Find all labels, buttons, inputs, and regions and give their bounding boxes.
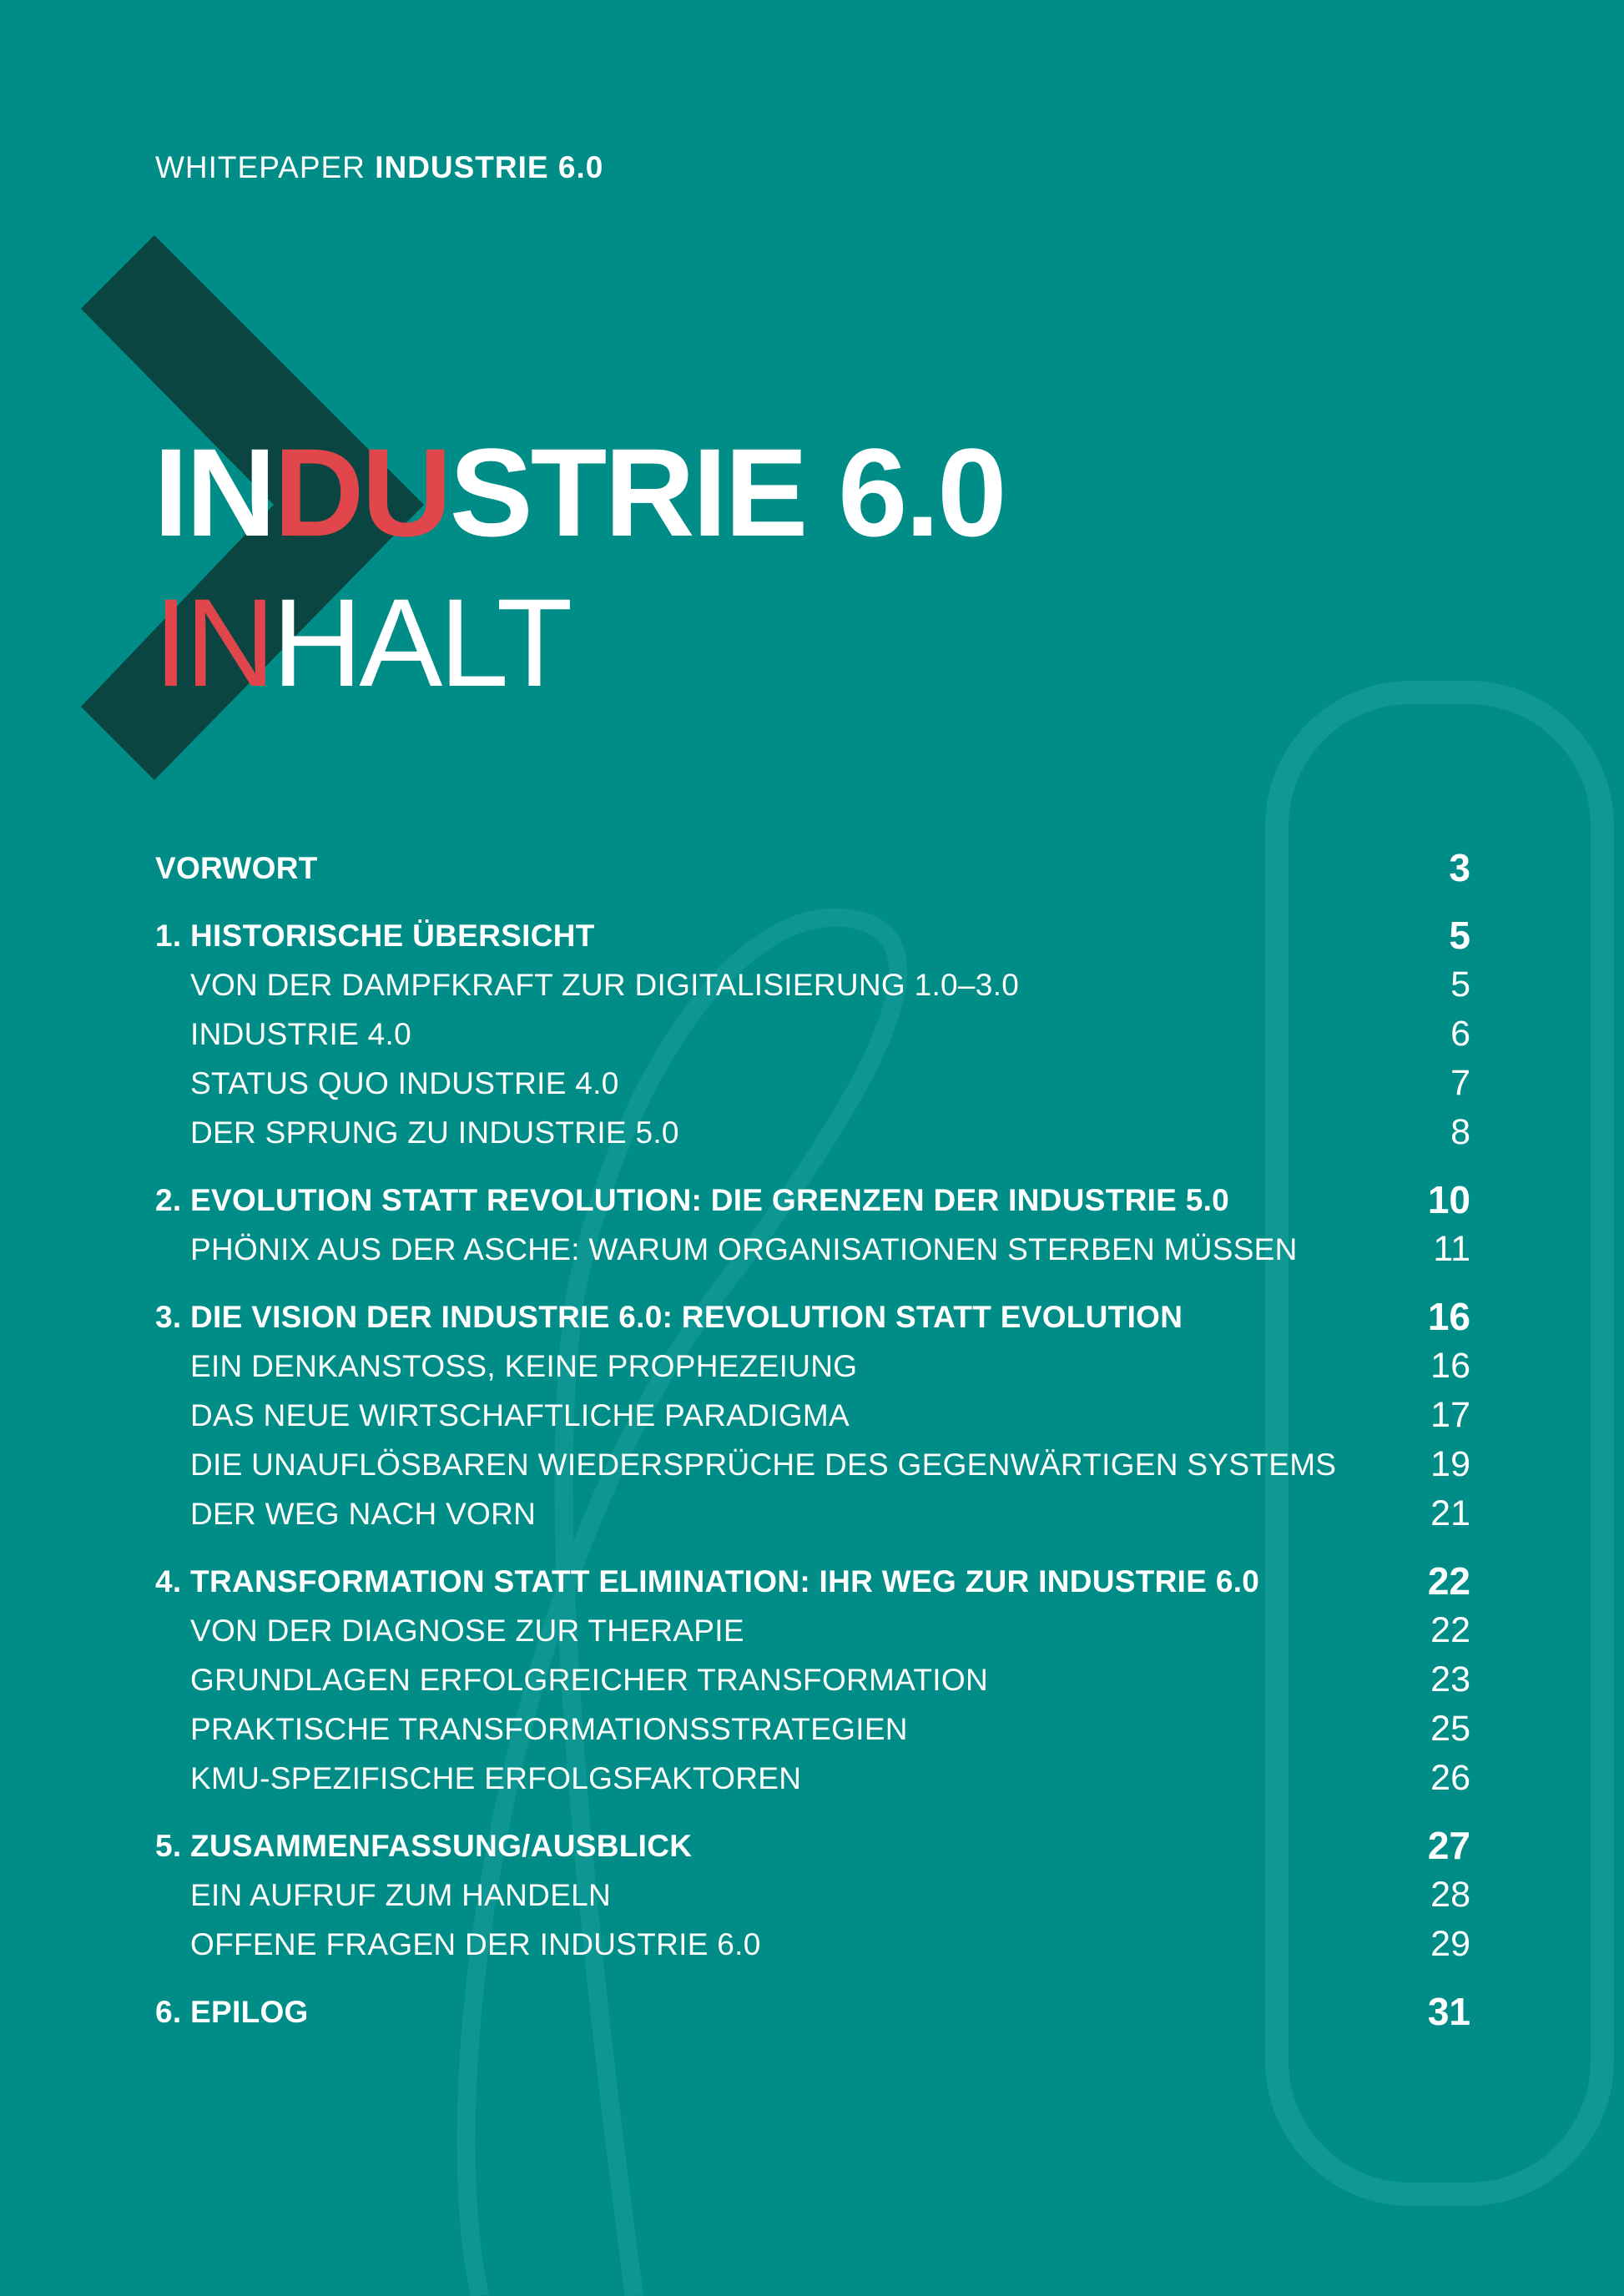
toc-entry-page: 21	[1430, 1493, 1470, 1533]
toc-entry-page: 25	[1430, 1709, 1470, 1749]
toc-entry-chapter-1[interactable]	[155, 911, 1470, 960]
toc-entry-chapter-5[interactable]	[155, 1821, 1470, 1871]
toc-entry-chapter-6[interactable]	[155, 1987, 1470, 2037]
toc-entry-3-4[interactable]	[155, 1489, 1470, 1538]
toc-entry-title: VORWORT	[155, 851, 318, 885]
toc-entry-page: 7	[1450, 1063, 1470, 1103]
toc-entry-title: PRAKTISCHE TRANSFORMATIONSSTRATEGIEN	[190, 1712, 908, 1746]
toc-entry-title: 3. DIE VISION DER INDUSTRIE 6.0: REVOLUTION STATT EVOLUTION	[155, 1300, 1183, 1334]
toc-entry-2-1[interactable]	[155, 1225, 1470, 1274]
toc-entry-page: 29	[1430, 1924, 1470, 1964]
toc-entry-vorwort[interactable]	[155, 843, 1470, 893]
toc-entry-page: 23	[1430, 1659, 1470, 1699]
toc-entry-title: STATUS QUO INDUSTRIE 4.0	[190, 1066, 619, 1100]
toc-entry-3-1[interactable]	[155, 1342, 1470, 1391]
toc-entry-page: 11	[1433, 1229, 1470, 1269]
toc-entry-1-4[interactable]	[155, 1108, 1470, 1157]
toc-entry-4-3[interactable]	[155, 1704, 1470, 1754]
toc-entry-page: 3	[1449, 846, 1470, 889]
kicker-bold: INDUSTRIE 6.0	[375, 150, 604, 184]
toc-entry-page: 28	[1430, 1875, 1470, 1915]
toc-entry-page: 27	[1427, 1824, 1470, 1867]
title-part-b: DU	[274, 422, 450, 562]
subtitle-part-a: IN	[154, 572, 272, 712]
toc-entry-title: EIN DENKANSTOSS, KEINE PROPHEZEIUNG	[190, 1349, 858, 1383]
toc-entry-title: DIE UNAUFLÖSBAREN WIEDERSPRÜCHE DES GEGENWÄRTIGEN SYSTEMS	[190, 1448, 1337, 1482]
toc-entry-title: KMU-SPEZIFISCHE ERFOLGSFAKTOREN	[190, 1761, 802, 1795]
toc-entry-title: 1. HISTORISCHE ÜBERSICHT	[155, 919, 595, 953]
subtitle-part-b: HALT	[272, 572, 570, 712]
toc-entry-page: 22	[1430, 1610, 1470, 1650]
toc-entry-title: DAS NEUE WIRTSCHAFTLICHE PARADIGMA	[190, 1398, 850, 1432]
toc-entry-page: 10	[1427, 1178, 1470, 1221]
toc-entry-page: 17	[1430, 1395, 1470, 1435]
toc-entry-page: 5	[1449, 914, 1470, 957]
toc-entry-5-2[interactable]	[155, 1920, 1470, 1969]
document-kicker	[155, 150, 603, 185]
title-part-c: STRIE 6.0	[449, 422, 1005, 562]
toc-entry-title: 5. ZUSAMMENFASSUNG/AUSBLICK	[155, 1829, 693, 1863]
toc-entry-chapter-3[interactable]	[155, 1292, 1470, 1342]
toc-entry-page: 26	[1430, 1758, 1470, 1798]
toc-entry-page: 8	[1450, 1112, 1470, 1152]
toc-entry-page: 16	[1427, 1295, 1470, 1338]
toc-entry-title: INDUSTRIE 4.0	[190, 1017, 412, 1051]
toc-entry-title: VON DER DIAGNOSE ZUR THERAPIE	[190, 1614, 744, 1648]
toc-entry-title: VON DER DAMPFKRAFT ZUR DIGITALISIERUNG 1.0–3.0	[190, 968, 1020, 1002]
toc-entry-title: DER WEG NACH VORN	[190, 1497, 537, 1531]
toc-entry-1-2[interactable]	[155, 1010, 1470, 1059]
toc-entry-4-2[interactable]	[155, 1655, 1470, 1704]
toc-entry-page: 22	[1427, 1559, 1470, 1603]
toc-entry-chapter-4[interactable]	[155, 1557, 1470, 1606]
title-part-a: IN	[154, 422, 274, 562]
toc-entry-3-3[interactable]	[155, 1440, 1470, 1489]
toc-entry-4-4[interactable]	[155, 1754, 1470, 1803]
toc-entry-title: PHÖNIX AUS DER ASCHE: WARUM ORGANISATIONEN STERBEN MÜSSEN	[190, 1232, 1298, 1266]
page-title	[154, 422, 1005, 562]
kicker-light: WHITEPAPER	[155, 150, 366, 184]
toc-entry-page: 16	[1430, 1346, 1470, 1386]
toc-entry-4-1[interactable]	[155, 1606, 1470, 1655]
toc-entry-title: GRUNDLAGEN ERFOLGREICHER TRANSFORMATION	[190, 1663, 988, 1697]
toc-entry-5-1[interactable]	[155, 1871, 1470, 1920]
toc-entry-page: 19	[1430, 1444, 1470, 1484]
toc-entry-title: EIN AUFRUF ZUM HANDELN	[190, 1878, 612, 1912]
toc-entry-1-1[interactable]	[155, 960, 1470, 1010]
toc-entry-chapter-2[interactable]	[155, 1176, 1470, 1225]
toc-entry-title: DER SPRUNG ZU INDUSTRIE 5.0	[190, 1115, 679, 1150]
toc-entry-3-2[interactable]	[155, 1391, 1470, 1440]
toc-entry-title: 2. EVOLUTION STATT REVOLUTION: DIE GRENZEN DER INDUSTRIE 5.0	[155, 1183, 1230, 1217]
toc-entry-page: 5	[1450, 964, 1470, 1004]
toc-entry-1-3[interactable]	[155, 1059, 1470, 1108]
page-subtitle	[154, 572, 570, 712]
toc-entry-title: 6. EPILOG	[155, 1995, 309, 2029]
toc-entry-page: 31	[1427, 1990, 1470, 2033]
toc-entry-title: 4. TRANSFORMATION STATT ELIMINATION: IHR WEG ZUR INDUSTRIE 6.0	[155, 1564, 1260, 1599]
table-of-contents	[155, 843, 1470, 2037]
toc-entry-title: OFFENE FRAGEN DER INDUSTRIE 6.0	[190, 1927, 761, 1961]
toc-entry-page: 6	[1450, 1014, 1470, 1054]
